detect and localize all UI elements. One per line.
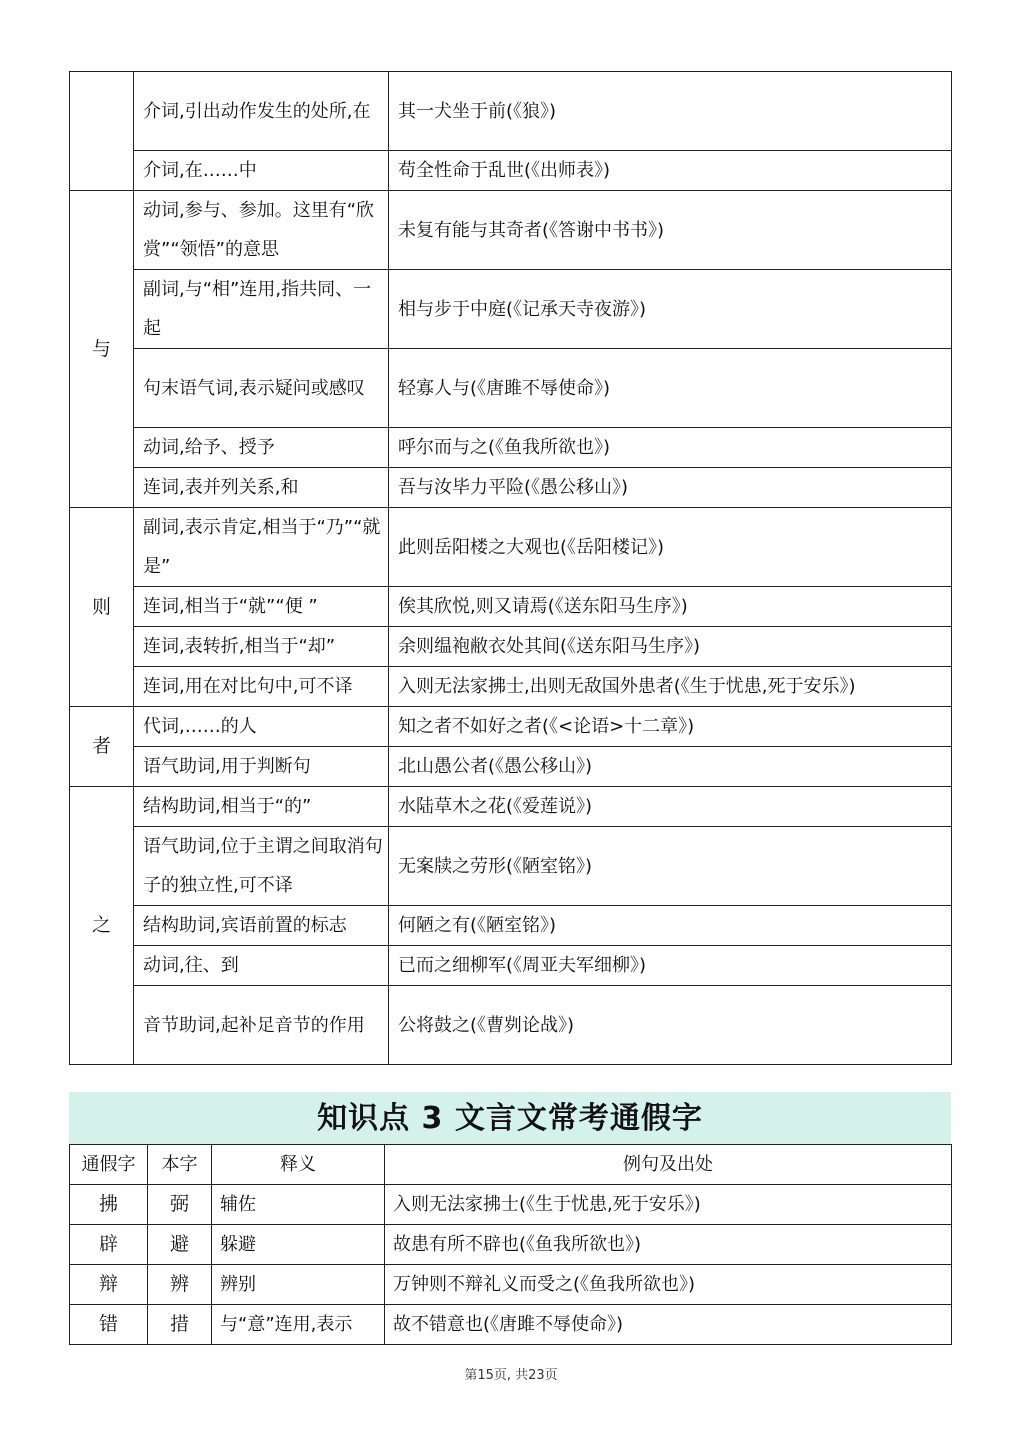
table-row (70, 1265, 952, 1305)
usage-example: 已而之细柳军(《周亚夫军细柳》) (389, 946, 952, 986)
table-row (70, 986, 952, 1065)
table-row (70, 667, 952, 707)
original-char: 措 (148, 1305, 212, 1345)
usage-meaning: 语气助词,位于主谓之间取消句子的独立性,可不译 (134, 827, 389, 906)
tongjia-char: 拂 (70, 1185, 148, 1225)
usage-meaning: 连词,表并列关系,和 (134, 468, 389, 508)
table-header-row (70, 1145, 952, 1185)
table-row (70, 946, 952, 986)
usage-example: 其一犬坐于前(《狼》) (389, 72, 952, 151)
usage-meaning: 结构助词,相当于“的” (134, 787, 389, 827)
usage-example: 吾与汝毕力平险(《愚公移山》) (389, 468, 952, 508)
table-row (70, 1185, 952, 1225)
usage-meaning: 介词,在……中 (134, 151, 389, 191)
table-row (70, 508, 952, 587)
tongjia-char: 错 (70, 1305, 148, 1345)
usage-meaning: 副词,与“相”连用,指共同、一起 (134, 270, 389, 349)
section-title: 知识点 3 文言文常考通假字 (69, 1092, 951, 1144)
usage-meaning: 句末语气词,表示疑问或感叹 (134, 349, 389, 428)
definition: 与“意”连用,表示 (212, 1305, 385, 1345)
usage-meaning: 音节助词,起补足音节的作用 (134, 986, 389, 1065)
usage-meaning: 动词,给予、授予 (134, 428, 389, 468)
headword (70, 72, 134, 191)
example-source: 入则无法家拂士(《生于忧患,死于安乐》) (385, 1185, 952, 1225)
example-source: 故不错意也(《唐雎不辱使命》) (385, 1305, 952, 1345)
usage-meaning: 动词,参与、参加。这里有“欣赏”“领悟”的意思 (134, 191, 389, 270)
header-shiyi: 释义 (212, 1145, 385, 1185)
word-usage-table (69, 71, 952, 1065)
table-row (70, 191, 952, 270)
usage-example: 轻寡人与(《唐雎不辱使命》) (389, 349, 952, 428)
table-row (70, 428, 952, 468)
table-row (70, 1305, 952, 1345)
table-row (70, 587, 952, 627)
table-row (70, 787, 952, 827)
table-row (70, 151, 952, 191)
table-row (70, 349, 952, 428)
headword: 与 (70, 191, 134, 508)
header-benzi: 本字 (148, 1145, 212, 1185)
table-row (70, 627, 952, 667)
usage-meaning: 连词,表转折,相当于“却” (134, 627, 389, 667)
example-source: 万钟则不辩礼义而受之(《鱼我所欲也》) (385, 1265, 952, 1305)
usage-example: 何陋之有(《陋室铭》) (389, 906, 952, 946)
usage-example: 此则岳阳楼之大观也(《岳阳楼记》) (389, 508, 952, 587)
usage-example: 北山愚公者(《愚公移山》) (389, 747, 952, 787)
headword: 之 (70, 787, 134, 1065)
tongjia-char: 辩 (70, 1265, 148, 1305)
table-row (70, 827, 952, 906)
table-row (70, 1225, 952, 1265)
table-row (70, 906, 952, 946)
original-char: 弼 (148, 1185, 212, 1225)
headword: 则 (70, 508, 134, 707)
table-row (70, 72, 952, 151)
original-char: 避 (148, 1225, 212, 1265)
usage-example: 入则无法家拂士,出则无敌国外患者(《生于忧患,死于安乐》) (389, 667, 952, 707)
usage-meaning: 语气助词,用于判断句 (134, 747, 389, 787)
usage-example: 苟全性命于乱世(《出师表》) (389, 151, 952, 191)
table-row (70, 468, 952, 508)
table-row (70, 707, 952, 747)
usage-example: 相与步于中庭(《记承天寺夜游》) (389, 270, 952, 349)
usage-meaning: 代词,……的人 (134, 707, 389, 747)
usage-example: 无案牍之劳形(《陋室铭》) (389, 827, 952, 906)
usage-meaning: 副词,表示肯定,相当于“乃”“就是” (134, 508, 389, 587)
usage-example: 俟其欣悦,则又请焉(《送东阳马生序》) (389, 587, 952, 627)
usage-example: 水陆草木之花(《爱莲说》) (389, 787, 952, 827)
usage-meaning: 介词,引出动作发生的处所,在 (134, 72, 389, 151)
header-liju: 例句及出处 (385, 1145, 952, 1185)
table-row (70, 747, 952, 787)
tongjia-char: 辟 (70, 1225, 148, 1265)
table-row (70, 270, 952, 349)
usage-meaning: 动词,往、到 (134, 946, 389, 986)
usage-meaning: 连词,用在对比句中,可不译 (134, 667, 389, 707)
original-char: 辨 (148, 1265, 212, 1305)
usage-example: 呼尔而与之(《鱼我所欲也》) (389, 428, 952, 468)
usage-example: 知之者不如好之者(《<论语>十二章》) (389, 707, 952, 747)
definition: 辨别 (212, 1265, 385, 1305)
usage-meaning: 结构助词,宾语前置的标志 (134, 906, 389, 946)
usage-example: 公将鼓之(《曹刿论战》) (389, 986, 952, 1065)
tongjia-table (69, 1144, 952, 1345)
usage-meaning: 连词,相当于“就”“便 ” (134, 587, 389, 627)
headword: 者 (70, 707, 134, 787)
usage-example: 余则缊袍敝衣处其间(《送东阳马生序》) (389, 627, 952, 667)
definition: 躲避 (212, 1225, 385, 1265)
header-tongjia: 通假字 (70, 1145, 148, 1185)
usage-example: 未复有能与其奇者(《答谢中书书》) (389, 191, 952, 270)
page-footer: 第15页, 共23页 (464, 1368, 558, 1383)
definition: 辅佐 (212, 1185, 385, 1225)
example-source: 故患有所不辟也(《鱼我所欲也》) (385, 1225, 952, 1265)
